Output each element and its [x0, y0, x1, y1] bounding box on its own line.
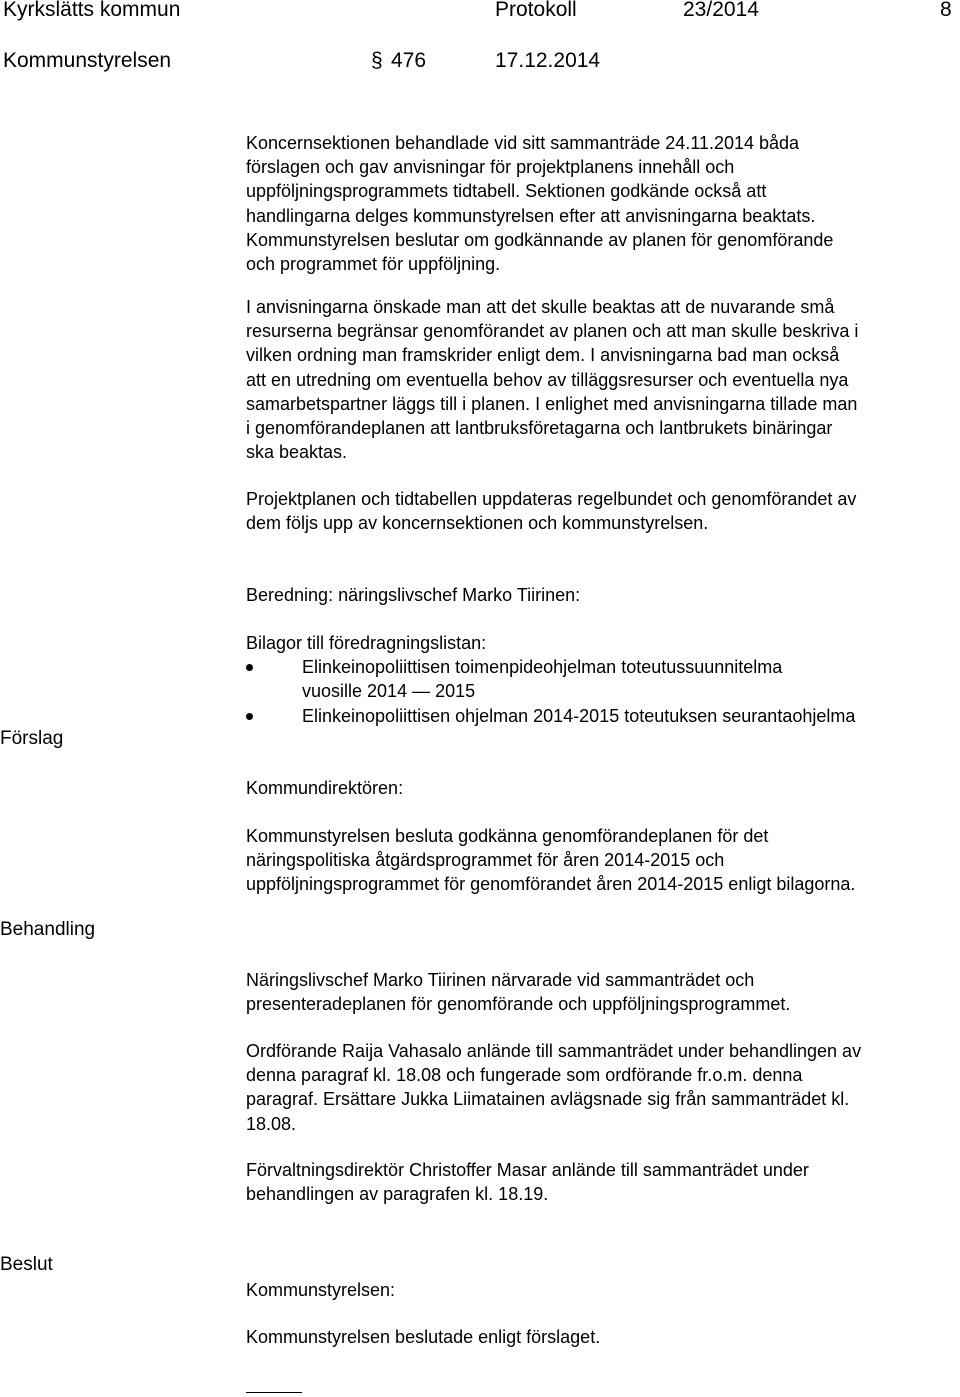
- text-line: uppföljningsprogrammets tidtabell. Sektionen godkände också att: [246, 181, 767, 202]
- text-line: Bilagor till föredragningslistan:: [246, 633, 487, 653]
- text-line: ska beaktas.: [246, 442, 348, 463]
- text-line: behandlingen av paragrafen kl. 18.19.: [246, 1184, 549, 1205]
- text-line: Kommundirektören:: [246, 778, 404, 798]
- text-line: presenteradeplanen för genomförande och uppföljningsprogrammet.: [246, 994, 791, 1015]
- beslut-text: [246, 1325, 958, 1349]
- document-type: Protokoll: [495, 0, 577, 21]
- text-line: paragraf. Ersättare Jukka Liimatainen avlägsnade sig från sammanträdet kl.: [246, 1089, 850, 1110]
- bullet-icon: [246, 664, 253, 671]
- text-line: resurserna begränsar genomförandet av planen och att man skulle beskriva i: [246, 321, 859, 342]
- text-line: Kommunstyrelsen beslutade enligt förslaget.: [246, 1327, 601, 1347]
- text-line: Projektplanen och tidtabellen uppdateras regelbundet och genomförandet av: [246, 489, 857, 509]
- body-name: Kommunstyrelsen: [3, 49, 172, 72]
- text-line: Förvaltningsdirektör Christoffer Masar anlände till sammanträdet under: [246, 1160, 809, 1180]
- text-line: Kommunstyrelsen:: [246, 1280, 396, 1300]
- text-line: 18.08.: [246, 1113, 297, 1134]
- text-line: i genomförandeplanen att lantbruksföretagarna och lantbrukets binäringar: [246, 418, 833, 439]
- text-line: näringspolitiska åtgärdsprogrammet för åren 2014-2015 och: [246, 850, 725, 871]
- text-line: Koncernsektionen behandlade vid sitt sammanträde 24.11.2014 båda: [246, 133, 800, 153]
- page-number: 8: [940, 0, 952, 21]
- text-line: och programmet för uppföljning.: [246, 254, 501, 275]
- forslag-text: [246, 824, 958, 897]
- section-symbol: §: [371, 49, 383, 72]
- text-line: uppföljningsprogrammet för genomförandet åren 2014-2015 enligt bilagorna.: [246, 874, 856, 895]
- text-line: Kommunstyrelsen beslutar om godkännande av planen för genomförande: [246, 229, 834, 250]
- behandling-paragraph-2: [246, 1039, 958, 1136]
- attachment-line: vuosille 2014 — 2015: [302, 681, 476, 702]
- attachment-line: Elinkeinopoliittisen ohjelman 2014-2015 toteutuksen seurantaohjelma: [302, 706, 856, 726]
- behandling-paragraph-3: [246, 1158, 958, 1206]
- text-line: I anvisningarna önskade man att det skulle beaktas att de nuvarande små: [246, 297, 835, 317]
- margin-label-behandling: Behandling: [0, 919, 96, 940]
- attachment-line: Elinkeinopoliittisen toimenpideohjelman toteutussuunnitelma: [302, 657, 783, 677]
- margin-label-beslut: Beslut: [0, 1254, 53, 1275]
- margin-label-forslag: Förslag: [0, 728, 64, 749]
- bilagor-heading: [246, 631, 958, 655]
- beredning-line: [246, 583, 958, 607]
- text-line: samarbetspartner läggs till i planen. I enlighet med anvisningarna tillade man: [246, 393, 858, 414]
- behandling-paragraph-1: [246, 968, 958, 1016]
- text-line: Kommunstyrelsen besluta godkänna genomförandeplanen för det: [246, 826, 769, 846]
- municipality-name: Kyrkslätts kommun: [3, 0, 181, 21]
- kommundirektoren-heading: [246, 776, 958, 800]
- text-line: att en utredning om eventuella behov av tilläggsresurser och eventuella nya: [246, 369, 849, 390]
- text-line: förslagen och gav anvisningar för projektplanens innehåll och: [246, 157, 735, 178]
- beslut-heading: [246, 1278, 958, 1302]
- text-line: vilken ordning man framskrider enligt dem. I anvisningarna bad man också: [246, 345, 840, 366]
- footer-rule: [246, 1392, 302, 1393]
- bullet-icon: [246, 713, 253, 720]
- paragraph-anvisningarna: [246, 295, 958, 464]
- text-line: dem följs upp av koncernsektionen och kommunstyrelsen.: [246, 513, 709, 534]
- text-line: Ordförande Raija Vahasalo anlände till sammanträdet under behandlingen av: [246, 1041, 862, 1061]
- text-line: handlingarna delges kommunstyrelsen efter att anvisningarna beaktats.: [246, 205, 816, 226]
- document-number: 23/2014: [683, 0, 759, 21]
- text-line: denna paragraf kl. 18.08 och fungerade som ordförande fr.o.m. denna: [246, 1065, 803, 1086]
- paragraph-projektplanen: [246, 487, 958, 535]
- text-line: Beredning: näringslivschef Marko Tiirinen:: [246, 585, 581, 605]
- text-line: Näringslivschef Marko Tiirinen närvarade vid sammanträdet och: [246, 970, 755, 990]
- meeting-date: 17.12.2014: [495, 49, 601, 72]
- section-number: 476: [391, 49, 427, 72]
- paragraph-koncernsektionen: [246, 131, 958, 276]
